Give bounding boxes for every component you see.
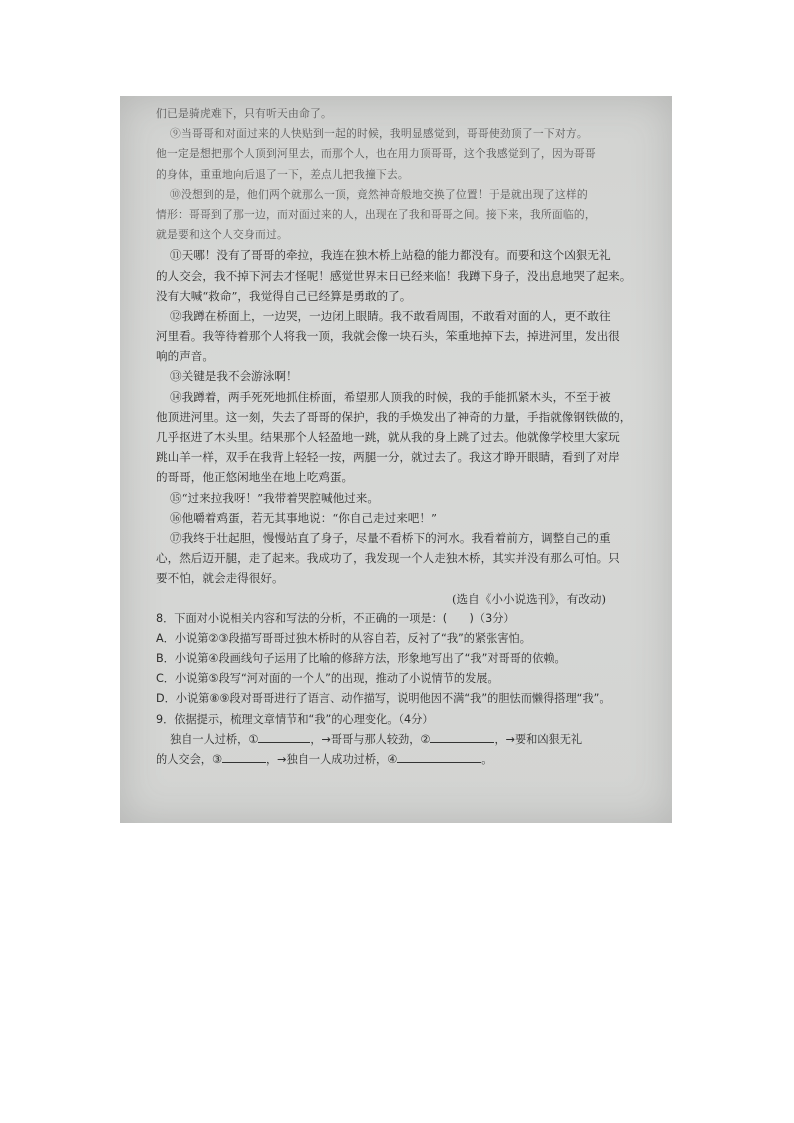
passage-line: 的哥哥，他正悠闲地坐在地上吃鸡蛋。 xyxy=(156,470,354,485)
q9-text: 。 xyxy=(481,753,493,766)
answer-blank-4[interactable] xyxy=(397,750,481,763)
q9-text: ，→独自一人成功过桥，④ xyxy=(265,753,398,766)
passage-line: ⑨当哥哥和对面过来的人快贴到一起的时候，我明显感觉到，哥哥使劲顶了一下对方。 xyxy=(170,127,588,141)
photographed-exam-page xyxy=(120,96,672,823)
passage-line: 他一定是想把那个人顶到河里去，而那个人，也在用力顶哥哥，这个我感觉到了，因为哥哥 xyxy=(156,147,596,161)
passage-line: 响的声音。 xyxy=(156,349,214,364)
q9-text: ，→哥哥与那人较劲，② xyxy=(310,732,431,746)
passage-line: ⑬关键是我不会游泳啊！ xyxy=(170,369,298,384)
answer-blank-2[interactable] xyxy=(430,730,494,743)
passage-line: 跳山羊一样，双手在我背上轻轻一按，两腿一分，就过去了。我这才睁开眼睛，看到了对岸 xyxy=(156,450,620,465)
question-9-stem: 9．依据提示，梳理文章情节和“我”的心理变化。（4分） xyxy=(156,712,434,726)
passage-line: 就是要和这个人交身而过。 xyxy=(156,228,288,242)
passage-line: 情形：哥哥到了那一边，而对面过来的人，出现在了我和哥哥之间。接下来，我所面临的， xyxy=(156,207,596,221)
question-9-line-2 xyxy=(156,750,616,770)
question-8-stem: 8．下面对小说相关内容和写法的分析，不正确的一项是：( )（3分） xyxy=(156,611,515,625)
passage-line: 几乎抠进了木头里。结果那个人轻盈地一跳，就从我的身上跳了过去。他就像学校里大家玩 xyxy=(156,430,620,444)
passage-line: 要不怕，就会走得很好。 xyxy=(156,571,284,586)
passage-line: ⑯他嚼着鸡蛋，若无其事地说：“你自己走过来吧！” xyxy=(170,510,437,525)
passage-line: 们已是骑虎难下，只有听天由命了。 xyxy=(156,107,332,120)
page-content xyxy=(156,104,632,770)
passage-line: ⑭我蹲着，两手死死地抓住桥面，希望那人顶我的时候，我的手能抓紧木头，不至于被 xyxy=(170,389,611,404)
question-9-line-1 xyxy=(156,730,616,750)
q9-text: ，→要和凶狠无礼 xyxy=(494,732,583,746)
passage-line: ⑮“过来拉我呀！”我带着哭腔喊他过来。 xyxy=(170,490,379,505)
q9-text: 的人交会，③ xyxy=(156,753,222,766)
passage-line: 他顶进河里。这一刻，失去了哥哥的保护，我的手焕发出了神奇的力量，手指就像钢铁做的， xyxy=(156,409,632,424)
q9-text: 独自一人过桥，① xyxy=(170,732,259,746)
answer-blank-1[interactable] xyxy=(258,730,310,743)
passage-line: 没有大喊“救命”，我觉得自己已经算是勇敢的了。 xyxy=(156,288,412,303)
passage-line: ⑰我终于壮起胆，慢慢站直了身子，尽量不看桥下的河水。我看着前方，调整自己的重 xyxy=(170,530,611,545)
source-note: (选自《小小说选刊》，有改动) xyxy=(452,591,606,606)
passage-line: ⑫我蹲在桥面上，一边哭，一边闭上眼睛。我不敢看周围，不敢看对面的人，更不敢往 xyxy=(170,308,611,323)
passage-line: ⑪天哪！没有了哥哥的牵拉，我连在独木桥上站稳的能力都没有。而要和这个凶狠无礼 xyxy=(170,248,611,263)
passage-line: ⑩没想到的是，他们两个就那么一顶，竟然神奇般地交换了位置！于是就出现了这样的 xyxy=(170,187,588,201)
question-8-option-a: A．小说第②③段描写哥哥过独木桥时的从容自若，反衬了“我”的紧张害怕。 xyxy=(156,631,531,645)
passage-line: 心，然后迈开腿，走了起来。我成功了，我发现一个人走独木桥，其实并没有那么可怕。只 xyxy=(156,551,620,566)
answer-blank-3[interactable] xyxy=(222,750,266,763)
question-8-option-b: B．小说第④段画线句子运用了比喻的修辞方法，形象地写出了“我”对哥哥的依赖。 xyxy=(156,652,566,666)
question-8-option-c: C．小说第⑤段写“河对面的一个人”的出现，推动了小说情节的发展。 xyxy=(156,672,499,686)
passage-line: 河里看。我等待着那个人将我一顶，我就会像一块石头，笨重地掉下去，掉进河里，发出很 xyxy=(156,329,620,344)
question-8-option-d: D．小说第⑧⑨段对哥哥进行了语言、动作描写，说明他因不满“我”的胆怯而懒得搭理“我”。 xyxy=(156,692,611,706)
passage-line: 的人交会，我不掉下河去才怪呢！感觉世界末日已经来临！我蹲下身子，没出息地哭了起来。 xyxy=(156,268,632,283)
passage-line: 的身体，重重地向后退了一下，差点儿把我撞下去。 xyxy=(156,167,409,181)
